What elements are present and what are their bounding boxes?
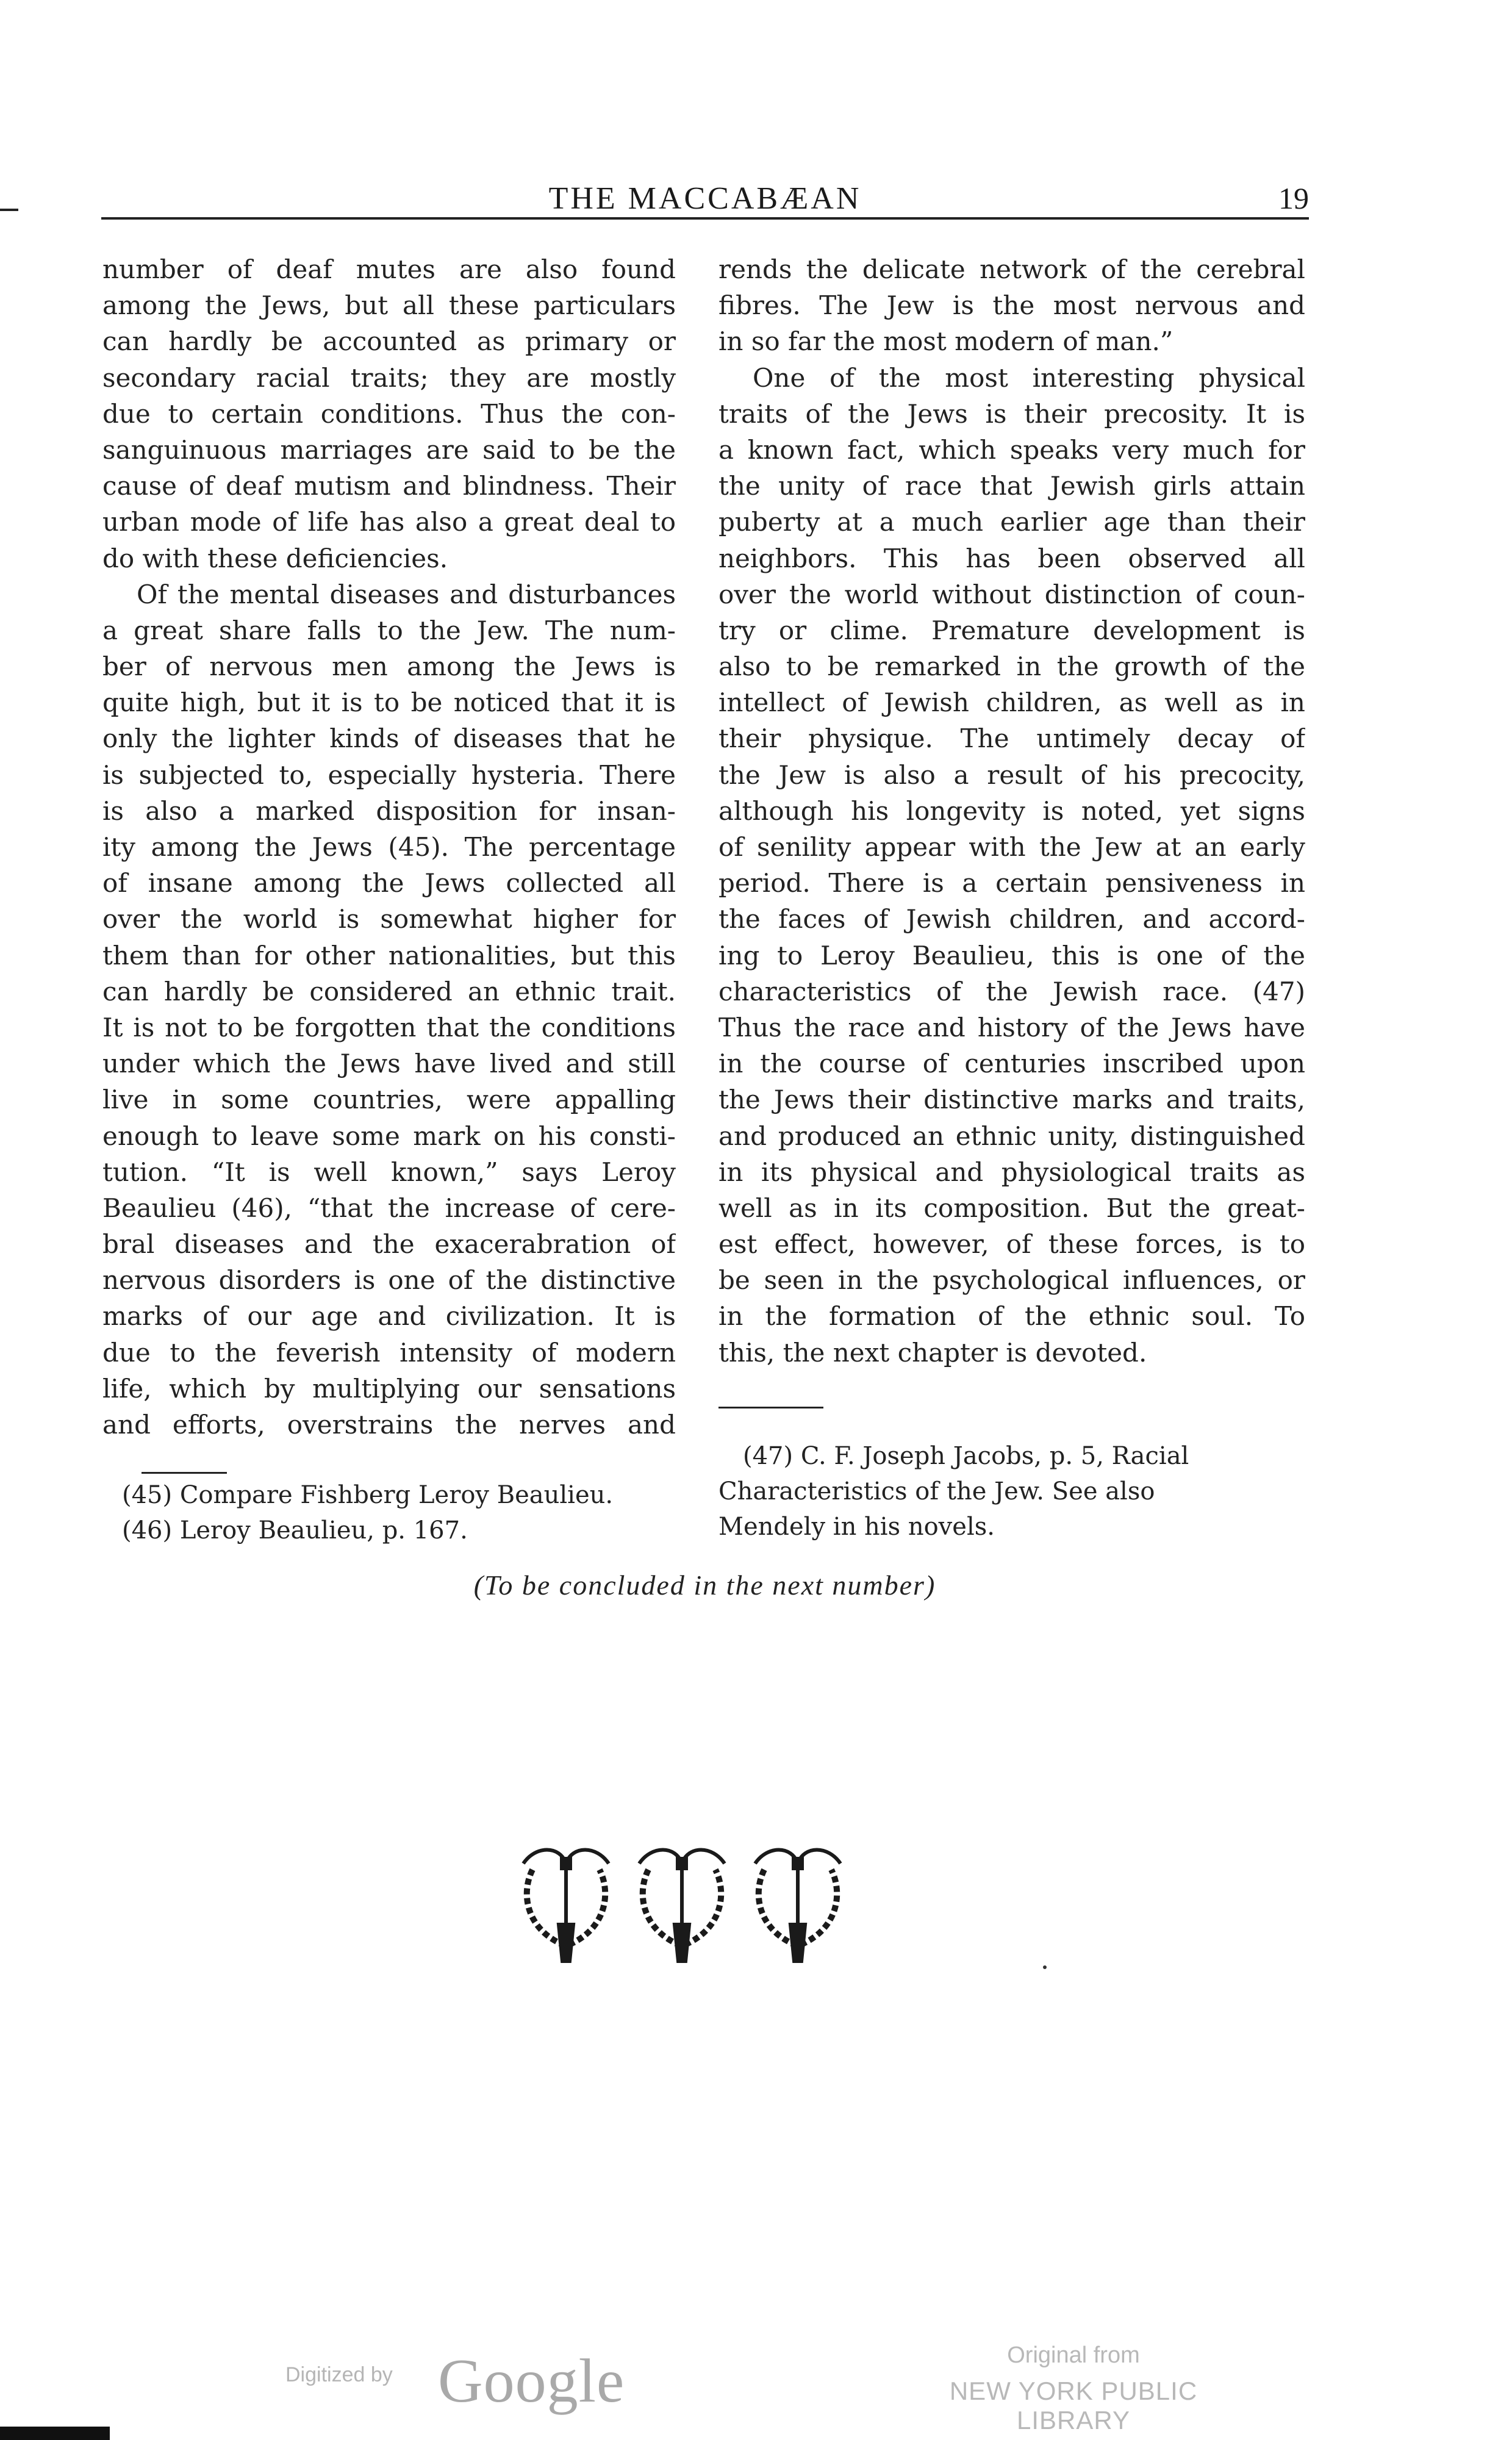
text-line: fibres. The Jew is the most nervous and — [718, 290, 1305, 321]
text-line: in its physical and physiological traits as — [718, 1157, 1305, 1187]
text-line: this, the next chapter is devoted. — [718, 1337, 1147, 1368]
text-line: life, which by multiplying our sensations — [102, 1373, 676, 1404]
text-line: rends the delicate network of the cerebral — [718, 254, 1305, 284]
google-logo: Google — [438, 2347, 625, 2416]
text-line: marks of our age and civilization. It is — [102, 1301, 676, 1332]
text-line: sanguinuous marriages are said to be the — [102, 434, 676, 465]
text-line: of senility appear with the Jew at an early — [718, 832, 1305, 862]
text-line: intellect of Jewish children, as well as in — [718, 687, 1305, 718]
text-line: quite high, but it is to be noticed that it is — [102, 687, 676, 718]
text-line: is also a marked disposition for insan- — [102, 795, 676, 826]
original-from-label: Original from — [1007, 2342, 1140, 2368]
text-line: in the course of centuries inscribed upon — [718, 1049, 1305, 1079]
text-line: Beaulieu (46), “that the increase of cere- — [102, 1193, 676, 1223]
left-column — [102, 251, 676, 1443]
text-line: the unity of race that Jewish girls attain — [718, 471, 1305, 501]
text-line: enough to leave some mark on his consti- — [102, 1121, 676, 1151]
text-line: although his longevity is noted, yet signs — [718, 795, 1305, 826]
running-head: THE MACCABÆAN — [548, 181, 862, 216]
text-line: the Jew is also a result of his precocity, — [718, 759, 1305, 790]
text-line: nervous disorders is one of the distinctive — [102, 1265, 676, 1296]
footnote-47-line2: Characteristics of the Jew. See also — [718, 1477, 1155, 1505]
continued-notice: (To be concluded in the next number) — [473, 1570, 936, 1601]
ink-speck — [1043, 1965, 1047, 1969]
page-number: 19 — [1278, 181, 1309, 215]
right-column — [718, 251, 1305, 1371]
text-line: due to the feverish intensity of modern — [102, 1337, 676, 1368]
text-line: a known fact, which speaks very much for — [718, 434, 1305, 465]
text-line: the faces of Jewish children, and accord- — [718, 904, 1305, 935]
text-line: cause of deaf mutism and blindness. Their — [102, 471, 676, 501]
text-line: and produced an ethnic unity, distinguished — [718, 1121, 1305, 1151]
footnote-47-line3: Mendely in his novels. — [718, 1513, 995, 1541]
text-line: try or clime. Premature development is — [718, 615, 1305, 645]
text-line: do with these deficiencies. — [102, 543, 448, 573]
text-line: bral diseases and the exacerabration of — [102, 1229, 676, 1260]
text-line: is subjected to, especially hysteria. There — [102, 759, 676, 790]
text-line: among the Jews, but all these particulars — [102, 290, 676, 321]
scan-edge-mark — [0, 2427, 110, 2440]
text-line: also to be remarked in the growth of the — [718, 651, 1305, 682]
text-line: in so far the most modern of man.” — [718, 326, 1173, 357]
text-line: Thus the race and history of the Jews have — [718, 1012, 1305, 1042]
text-line: under which the Jews have lived and still — [102, 1049, 676, 1079]
text-line: Of the mental diseases and disturbances — [137, 579, 676, 609]
footnote-45: (45) Compare Fishberg Leroy Beaulieu. — [122, 1481, 614, 1509]
text-line: due to certain conditions. Thus the con- — [102, 398, 676, 429]
footnote-47-line1: (47) C. F. Joseph Jacobs, p. 5, Racial — [743, 1442, 1189, 1470]
footnote-46: (46) Leroy Beaulieu, p. 167. — [122, 1516, 468, 1545]
text-line: urban mode of life has also a great deal to — [102, 507, 676, 537]
text-line: can hardly be considered an ethnic trait. — [102, 976, 676, 1006]
header-rule — [101, 217, 1309, 220]
text-line: number of deaf mutes are also found — [102, 254, 676, 284]
text-line: be seen in the psychological influences, or — [718, 1265, 1305, 1296]
text-line: ber of nervous men among the Jews is — [102, 651, 676, 682]
text-line: a great share falls to the Jew. The num- — [102, 615, 676, 645]
text-line: ing to Leroy Beaulieu, this is one of the — [718, 940, 1305, 971]
text-line: est effect, however, of these forces, is to — [718, 1229, 1305, 1260]
footnote-rule — [142, 1472, 227, 1474]
text-line: One of the most interesting physical — [753, 362, 1305, 393]
digitized-by-label: Digitized by — [285, 2363, 393, 2386]
library-name: NEW YORK PUBLIC LIBRARY — [949, 2377, 1198, 2435]
text-line: neighbors. This has been observed all — [718, 543, 1305, 573]
text-line: can hardly be accounted as primary or — [102, 326, 676, 357]
text-line: the Jews their distinctive marks and traits, — [718, 1085, 1305, 1115]
text-line: in the formation of the ethnic soul. To — [718, 1301, 1305, 1332]
text-line: well as in its composition. But the great- — [718, 1193, 1305, 1223]
wreath-ornament-icon — [511, 1839, 853, 1979]
text-line: traits of the Jews is their precosity. It is — [718, 398, 1305, 429]
text-line: secondary racial traits; they are mostly — [102, 362, 676, 393]
margin-mark — [0, 209, 18, 211]
text-line: only the lighter kinds of diseases that he — [102, 723, 676, 754]
text-line: live in some countries, were appalling — [102, 1085, 676, 1115]
text-line: period. There is a certain pensiveness in — [718, 868, 1305, 899]
text-line: over the world is somewhat higher for — [102, 904, 676, 935]
text-line: over the world without distinction of coun- — [718, 579, 1305, 609]
text-line: tution. “It is well known,” says Leroy — [102, 1157, 676, 1187]
text-line: puberty at a much earlier age than their — [718, 507, 1305, 537]
text-line: and efforts, overstrains the nerves and — [102, 1410, 676, 1440]
text-line: It is not to be forgotten that the conditions — [102, 1012, 676, 1042]
text-line: their physique. The untimely decay of — [718, 723, 1305, 754]
text-line: ity among the Jews (45). The percentage — [102, 832, 676, 862]
text-line: characteristics of the Jewish race. (47) — [718, 976, 1305, 1006]
text-line: them than for other nationalities, but this — [102, 940, 676, 971]
text-line: of insane among the Jews collected all — [102, 868, 676, 899]
footnote-rule — [718, 1407, 823, 1408]
